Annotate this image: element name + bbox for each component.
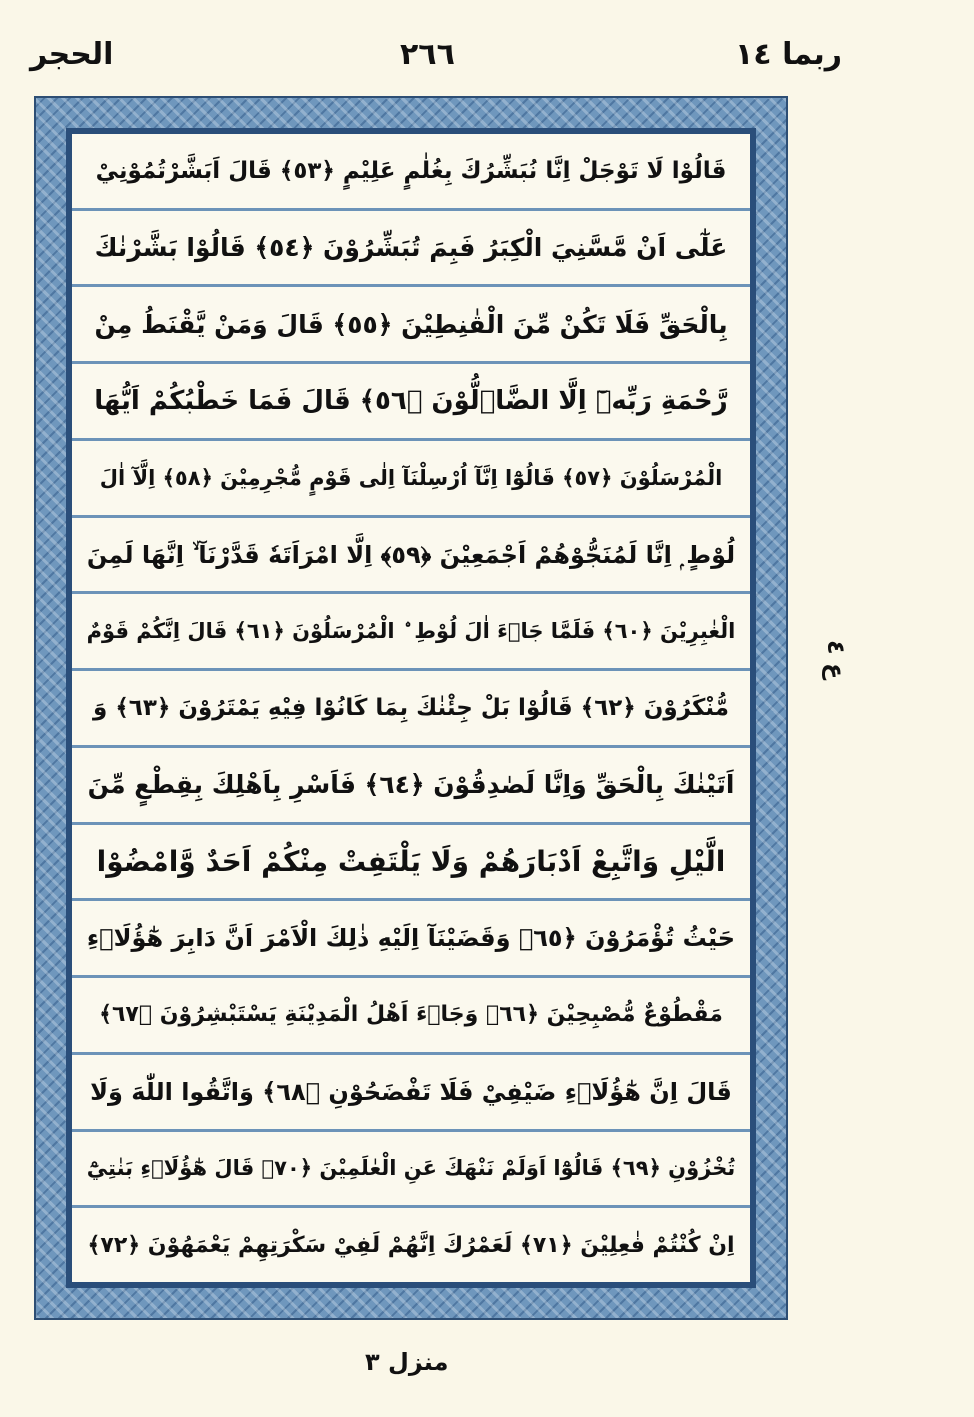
verse-line: بِالْحَقِّ فَلَا تَكُنْ مِّنَ الْقٰنِطِيْنَ ﴿٥٥﴾ قَالَ وَمَنْ يَّقْنَطُ مِنْ bbox=[72, 287, 750, 364]
verse-line: تُخْزُوْنِ ﴿٦٩﴾ قَالُوْٓا اَوَلَمْ نَنْهَكَ عَنِ الْعٰلَمِيْنَ ﴿٧٠﴾ قَالَ هٰٓؤُلَاۗءِ بَنٰتِيْٓ bbox=[72, 1132, 750, 1209]
verse-text-area bbox=[72, 134, 750, 1282]
text-border bbox=[66, 128, 756, 1288]
surah-name: الحجر bbox=[30, 37, 114, 72]
ruku-marker: ع ٤ bbox=[822, 640, 850, 680]
verse-line: اَتَيْنٰكَ بِالْحَقِّ وَاِنَّا لَصٰدِقُوْنَ ﴿٦٤﴾ فَاَسْرِ بِاَهْلِكَ بِقِطْعٍ مِّنَ bbox=[72, 748, 750, 825]
manzil-label: منزل ٣ bbox=[365, 1348, 449, 1376]
page-number: ٢٦٦ bbox=[400, 37, 455, 72]
decorative-page-frame bbox=[34, 96, 788, 1320]
verse-line: الْغٰبِرِيْنَ ﴿٦٠﴾ فَلَمَّا جَاۗءَ اٰلَ لُوْطِ ۨ الْمُرْسَلُوْنَ ﴿٦١﴾ قَالَ اِنَّكُمْ قَوْمٌ bbox=[72, 594, 750, 671]
verse-line: اِنْ كُنْتُمْ فٰعِلِيْنَ ﴿٧١﴾ لَعَمْرُكَ اِنَّهُمْ لَفِيْ سَكْرَتِهِمْ يَعْمَهُوْنَ ﴿٧٢﴾ bbox=[87, 1232, 735, 1258]
verse-line: عَلٰٓى اَنْ مَّسَّنِيَ الْكِبَرُ فَبِمَ تُبَشِّرُوْنَ ﴿٥٤﴾ قَالُوْا بَشَّرْنٰكَ bbox=[72, 211, 750, 288]
verse-line: الَّيْلِ وَاتَّبِعْ اَدْبَارَهُمْ وَلَا يَلْتَفِتْ مِنْكُمْ اَحَدٌ وَّامْضُوْا bbox=[72, 825, 750, 902]
juz-name: ربما ١٤ bbox=[735, 37, 842, 72]
verse-line: قَالَ اِنَّ هٰٓؤُلَاۗءِ ضَيْفِيْ فَلَا تَفْضَحُوْنِ ﴿٦٨﴾ وَاتَّقُوا اللّٰهَ وَلَا bbox=[72, 1055, 750, 1132]
verse-line: رَّحْمَةِ رَبِّهٖٓ اِلَّا الضَّاۗلُّوْنَ ﴿٥٦﴾ قَالَ فَمَا خَطْبُكُمْ اَيُّهَا bbox=[72, 364, 750, 441]
verse-line: مَقْطُوْعٌ مُّصْبِحِيْنَ ﴿٦٦﴾ وَجَاۗءَ اَهْلُ الْمَدِيْنَةِ يَسْتَبْشِرُوْنَ ﴿٦٧﴾ bbox=[72, 978, 750, 1055]
verse-line: قَالُوْا لَا تَوْجَلْ اِنَّا نُبَشِّرُكَ بِغُلٰمٍ عَلِيْمٍ ﴿٥٣﴾ قَالَ اَبَشَّرْتُمُوْنِيْ bbox=[72, 134, 750, 211]
verse-line: مُّنْكَرُوْنَ ﴿٦٢﴾ قَالُوْا بَلْ جِئْنٰكَ بِمَا كَانُوْا فِيْهِ يَمْتَرُوْنَ ﴿٦٣﴾ وَ bbox=[72, 671, 750, 748]
verse-line: لُوْطٍ ۭ اِنَّا لَمُنَجُّوْهُمْ اَجْمَعِيْنَ ﴿٥٩﴾ اِلَّا امْرَاَتَهٗ قَدَّرْنَآ ۙ اِنَّهَا لَمِنَ bbox=[72, 518, 750, 595]
verse-line: حَيْثُ تُؤْمَرُوْنَ ﴿٦٥﴾ وَقَضَيْنَآ اِلَيْهِ ذٰلِكَ الْاَمْرَ اَنَّ دَابِرَ هٰٓؤُلَاۗءِ bbox=[72, 901, 750, 978]
verse-line: الْمُرْسَلُوْنَ ﴿٥٧﴾ قَالُوْٓا اِنَّآ اُرْسِلْنَآ اِلٰى قَوْمٍ مُّجْرِمِيْنَ ﴿٥٨﴾ اِلَّآ اٰلَ bbox=[72, 441, 750, 518]
